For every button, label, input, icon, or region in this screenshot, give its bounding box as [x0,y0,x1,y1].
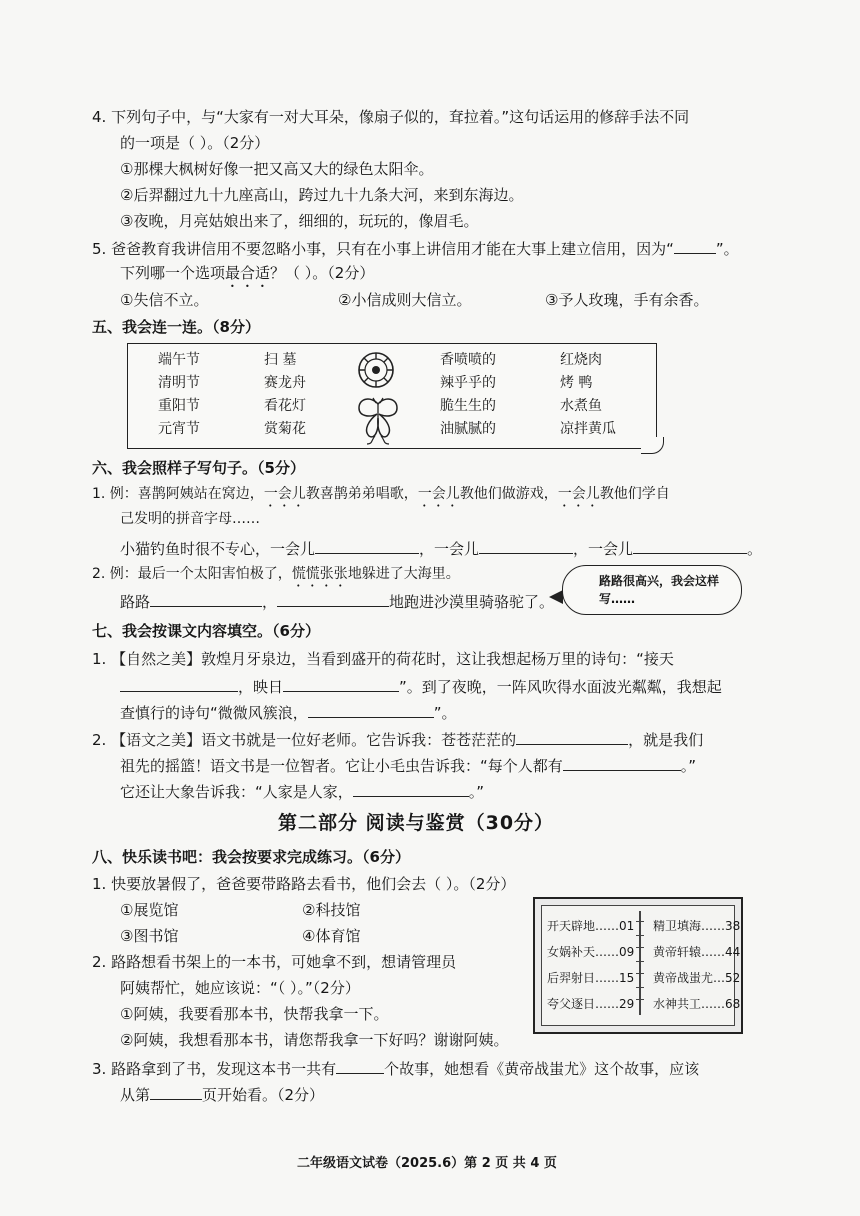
q4-option-3: ③夜晚，月亮姑娘出来了，细细的，玩玩的，像眉毛。 [120,212,479,230]
s7-q2-line1: 2. 【语文之美】语文书就是一位好老师。它告诉我：苍苍茫茫的 ，就是我们 [92,731,704,749]
s8-q2-option-1: ①阿姨，我要看那本书，快帮我拿一下。 [120,1005,389,1023]
speech-bubble [562,565,742,615]
s8-q1-option-4: ④体育馆 [302,927,361,945]
s8-blank-1[interactable] [336,1058,384,1074]
s6-fill-1: 小猫钓鱼时很不专心，一会儿 ，一会儿 ，一会儿 。 [120,540,763,558]
food-item[interactable]: 烤 鸭 [560,375,593,391]
taste-item[interactable]: 香喷喷的 [440,352,496,368]
s6-example-2: 2. 例：最后一个太阳害怕极了，慌慌张张地躲进了大海里。 [92,566,460,582]
part-2-title: 第二部分 阅读与鉴赏（30分） [278,812,555,834]
s8-q3-line2: 从第 页开始看。（2分） [120,1086,325,1104]
food-item[interactable]: 红烧肉 [560,352,602,368]
butterfly-kite-icon [353,394,403,446]
taste-item[interactable]: 辣乎乎的 [440,375,496,391]
toc-entry: 黄帝战蚩尤…52 [653,971,741,985]
s7-blank-2[interactable] [283,676,399,692]
toc-entry: 水神共工……68 [653,997,741,1011]
custom-item[interactable]: 扫 墓 [264,352,297,368]
flower-ornament-icon [353,350,399,390]
food-item[interactable]: 水煮鱼 [560,398,602,414]
bubble-line-2: 写…… [599,592,636,606]
speech-bubble-tail [549,590,563,604]
q5-option-2: ②小信成则大信立。 [338,291,472,309]
q4-option-1: ①那棵大枫树好像一把又高又大的绿色太阳伞。 [120,160,434,178]
q5-line1: 5. 爸爸教育我讲信用不要忽略小事，只有在小事上讲信用才能在大事上建立信用，因为“ ”。 [92,240,739,258]
s7-blank-1[interactable] [120,676,238,692]
festival-item[interactable]: 元宵节 [158,421,200,437]
s6-fill-2: 路路 ， 地跑进沙漠里骑骆驼了。 [120,593,555,611]
s7-blank-3[interactable] [308,702,434,718]
toc-entry: 后羿射日……15 [547,971,635,985]
s7-q1-line1: 1. 【自然之美】敦煌月牙泉边，当看到盛开的荷花时，这让我想起杨万里的诗句：“接天 [92,650,674,668]
matching-box [127,343,657,449]
toc-entry: 女娲补天……09 [547,945,635,959]
s7-q1-line3: 查慎行的诗句“微微风簇浪， ”。 [120,704,457,722]
toc-entry: 黄帝轩辕……44 [653,945,741,959]
toc-entry: 夸父逐日……29 [547,997,635,1011]
s6-example-1-cont: 己发明的拼音字母…… [120,511,260,527]
s6-blank-5[interactable] [277,591,389,607]
s8-q3-line1: 3. 路路拿到了书，发现这本书一共有 个故事，她想看《黄帝战蚩尤》这个故事，应该 [92,1060,700,1078]
s7-blank-5[interactable] [563,755,681,771]
section-6-heading: 六、我会照样子写句子。（5分） [92,459,305,477]
custom-item[interactable]: 赏菊花 [264,421,306,437]
s6-example-1: 1. 例：喜鹊阿姨站在窝边，一会儿教喜鹊弟弟唱歌，一会儿教他们做游戏，一会儿教他们学自 [92,486,670,502]
book-spine [639,911,641,1015]
festival-item[interactable]: 端午节 [158,352,200,368]
s7-q2-line2: 祖先的摇篮！语文书是一位智者。它让小毛虫告诉我：“每个人都有 。” [120,757,697,775]
s8-q1-option-2: ②科技馆 [302,901,361,919]
q5-blank[interactable] [674,238,716,254]
s7-blank-4[interactable] [516,729,628,745]
q4-option-2: ②后羿翻过九十九座高山，跨过九十九条大河，来到东海边。 [120,186,524,204]
custom-item[interactable]: 看花灯 [264,398,306,414]
section-8-heading: 八、快乐读书吧：我会按要求完成练习。（6分） [92,848,410,866]
taste-item[interactable]: 脆生生的 [440,398,496,414]
s8-q1-option-3: ③图书馆 [120,927,179,945]
festival-item[interactable]: 清明节 [158,375,200,391]
s8-q1: 1. 快要放暑假了，爸爸要带路路去看书，他们会去（ ）。（2分） [92,875,516,893]
page-curl [641,437,664,454]
s6-blank-2[interactable] [479,538,573,554]
s7-q1-line2: ，映日 ”。到了夜晚，一阵风吹得水面波光粼粼，我想起 [120,676,722,697]
festival-item[interactable]: 重阳节 [158,398,200,414]
food-item[interactable]: 凉拌黄瓜 [560,421,616,437]
s6-blank-3[interactable] [633,538,747,554]
toc-entry: 开天辟地……01 [547,919,635,933]
q4-line1: 4. 下列句子中，与“大家有一对大耳朵，像扇子似的，耷拉着。”这句话运用的修辞手法不同 [92,108,690,126]
toc-entry: 精卫填海……38 [653,919,741,933]
s6-blank-4[interactable] [150,591,262,607]
q5-option-3: ③予人玫瑰，手有余香。 [545,291,709,309]
taste-item[interactable]: 油腻腻的 [440,421,496,437]
book-contents-card [533,897,743,1034]
s6-blank-1[interactable] [315,538,419,554]
custom-item[interactable]: 赛龙舟 [264,375,306,391]
page-footer: 二年级语文试卷（2025.6）第 2 页 共 4 页 [297,1156,557,1171]
q5-option-1: ①失信不立。 [120,291,209,309]
s8-q2-line1: 2. 路路想看书架上的一本书，可她拿不到，想请管理员 [92,953,457,971]
s8-q1-option-1: ①展览馆 [120,901,179,919]
q5-line2: 下列哪一个选项最合适？（ ）。（2分） [120,264,375,282]
bubble-line-1: 路路很高兴，我会这样 [599,574,720,588]
s7-blank-6[interactable] [353,781,469,797]
section-7-heading: 七、我会按课文内容填空。（6分） [92,622,320,640]
s8-q2-option-2: ②阿姨，我想看那本书，请您帮我拿一下好吗？谢谢阿姨。 [120,1031,509,1049]
s7-q2-line3: 它还让大象告诉我：“人家是人家， 。” [120,783,485,801]
s8-blank-2[interactable] [150,1084,202,1100]
q4-line2: 的一项是（ ）。（2分） [120,134,270,152]
s8-q2-line2: 阿姨帮忙，她应该说：“（ ）。”（2分） [120,979,360,997]
section-5-heading: 五、我会连一连。（8分） [92,318,260,336]
